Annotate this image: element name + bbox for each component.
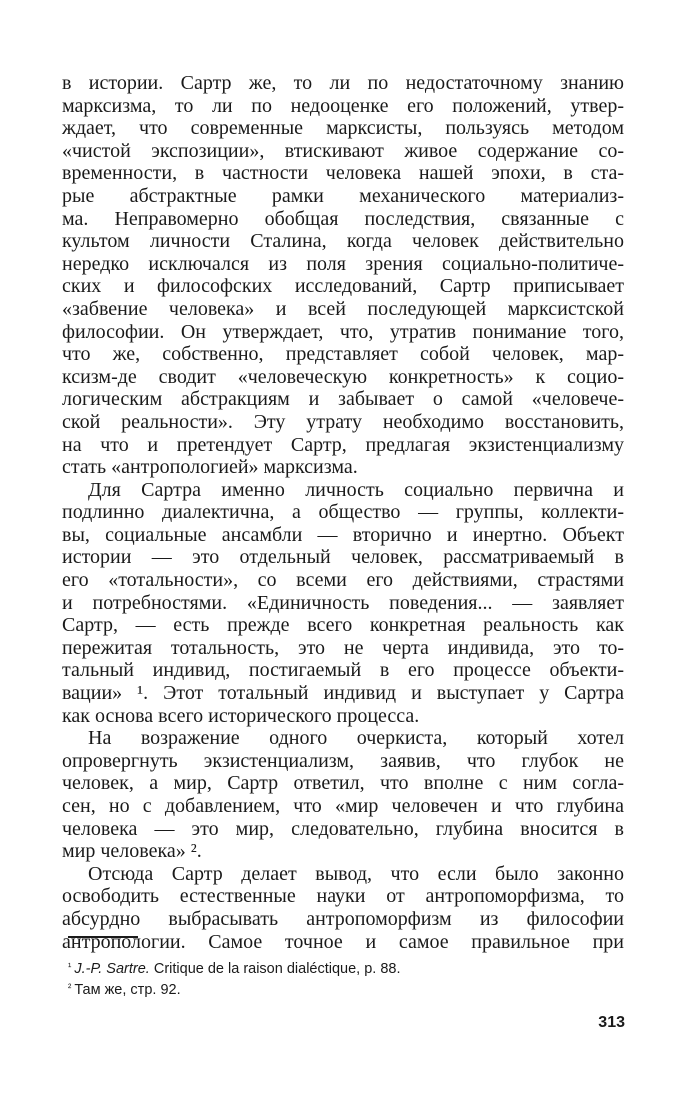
text-line: как основа всего исторического процесса. xyxy=(62,704,420,727)
text-line: подлинно диалектична, а общество — группы, коллекти- xyxy=(62,501,624,524)
footnote-divider xyxy=(68,936,138,938)
text-line: ждает, что современные марксисты, пользуясь методом xyxy=(62,117,624,140)
footnote-mark: ¹ xyxy=(68,962,72,973)
footnote-text: Там же, стр. 92. xyxy=(74,982,181,998)
footnote-mark: ² xyxy=(68,983,72,994)
text-line: опровергнуть экзистенциализм, заявив, что глубок не xyxy=(62,749,624,772)
text-line: человека — это мир, следовательно, глубина вносится в xyxy=(62,817,624,840)
text-line: человек, а мир, Сартр ответил, что вполне с ним согла- xyxy=(62,772,624,795)
text-line: тальный индивид, постигаемый в его процессе объекти- xyxy=(62,659,624,682)
text-line: Сартр, — есть прежде всего конкретная реальность как xyxy=(62,614,624,637)
text-line: стать «антропологией» марксизма. xyxy=(62,456,358,479)
text-line: марксизма, то ли по недооценке его положений, утвер- xyxy=(62,94,624,117)
text-line: ксизм-де сводит «человеческую конкретность» к социо- xyxy=(62,365,624,388)
text-line: рые абстрактные рамки механического материализ- xyxy=(62,184,624,207)
text-line: его «тотальности», со всеми его действиями, страстями xyxy=(62,569,624,592)
paragraph-start-line: На возражение одного очеркиста, который хотел xyxy=(88,727,624,750)
text-line: мир человека» ². xyxy=(62,840,202,863)
paragraph-start-line: Для Сартра именно личность социально первична и xyxy=(88,478,624,501)
text-line: на что и претендует Сартр, предлагая экзистенциализму xyxy=(62,433,624,456)
text-line: в истории. Сартр же, то ли по недостаточному знанию xyxy=(62,72,624,94)
footnote-2 xyxy=(68,979,548,1000)
text-line: ской реальности». Эту утрату необходимо восстановить, xyxy=(62,410,624,433)
text-line: освободить естественные науки от антропоморфизма, то xyxy=(62,885,624,908)
footnotes xyxy=(68,958,548,1000)
text-line: философии. Он утверждает, что, утратив понимание того, xyxy=(62,320,624,343)
footnote-1 xyxy=(68,958,548,979)
text-line: пережитая тотальность, это не черта индивида, это то- xyxy=(62,636,624,659)
body-text xyxy=(62,72,624,953)
text-line: вы, социальные ансамбли — вторично и инертно. Объект xyxy=(62,523,624,546)
text-line: ских и философских исследований, Сартр приписывает xyxy=(62,275,624,298)
text-line: культом личности Сталина, когда человек действительно xyxy=(62,230,624,253)
text-line: антропологии. Самое точное и самое правильное при xyxy=(62,930,624,953)
footnote-text: Critique de la raison dialéctique, p. 88. xyxy=(149,961,401,977)
page-number: 313 xyxy=(598,1014,625,1031)
text-line: абсурдно выбрасывать антропоморфизм из философии xyxy=(62,907,624,930)
text-line: вации» ¹. Этот тотальный индивид и выступает у Сартра xyxy=(62,682,624,705)
paragraph-start-line: Отсюда Сартр делает вывод, что если было законно xyxy=(88,862,624,885)
text-line: и потребностями. «Единичность поведения... — заявляет xyxy=(62,591,624,614)
text-line: истории — это отдельный человек, рассматриваемый в xyxy=(62,546,624,569)
text-line: что же, собственно, представляет собой человек, мар- xyxy=(62,343,624,366)
text-line: ма. Неправомерно обобщая последствия, связанные с xyxy=(62,207,624,230)
text-line: временности, в частности человека нашей эпохи, в ста- xyxy=(62,162,624,185)
text-line: логическим абстракциям и забывает о самой «человече- xyxy=(62,388,624,411)
text-line: «чистой экспозиции», втискивают живое содержание со- xyxy=(62,139,624,162)
text-line: «забвение человека» и всей последующей марксистской xyxy=(62,297,624,320)
text-line: нередко исключался из поля зрения социально-политиче- xyxy=(62,252,624,275)
text-line: сен, но с добавлением, что «мир человечен и что глубина xyxy=(62,795,624,817)
footnote-author: J.-P. Sartre. xyxy=(74,961,150,977)
